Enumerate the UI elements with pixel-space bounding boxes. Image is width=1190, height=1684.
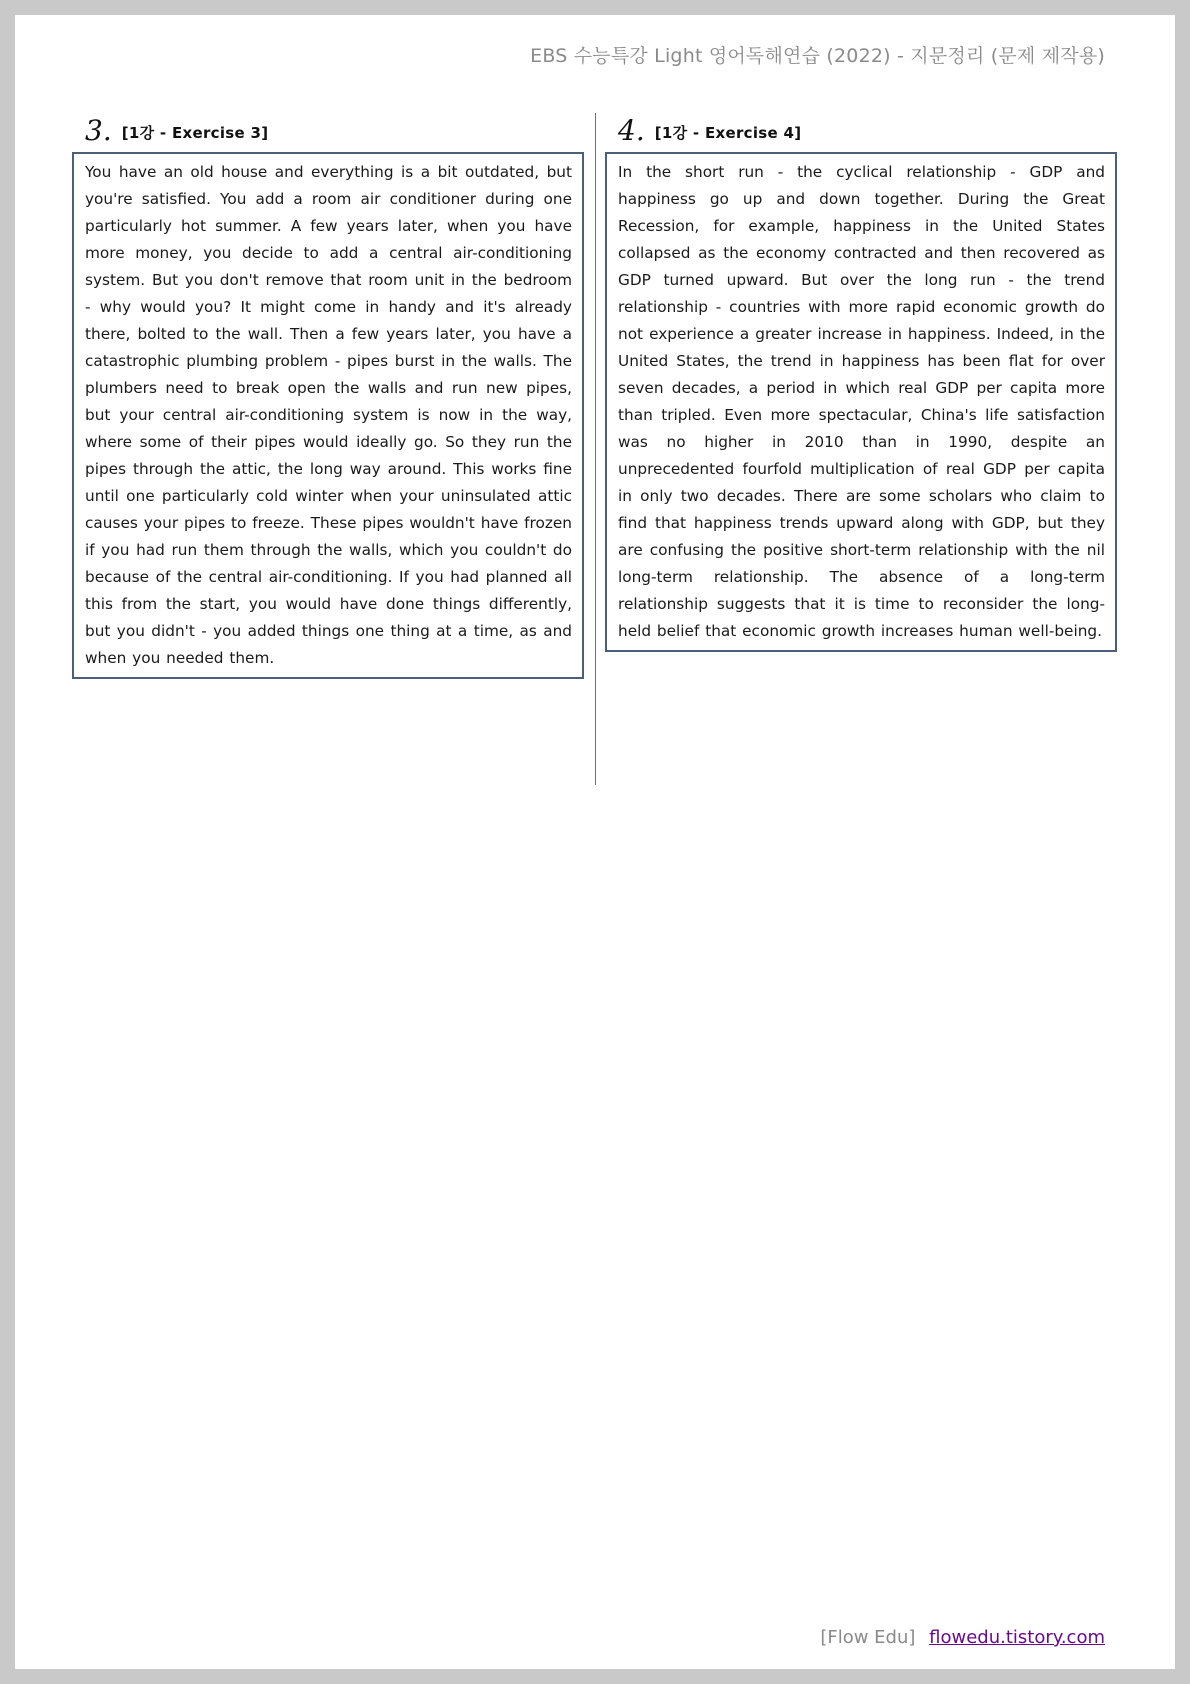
question-heading [605,110,1117,148]
question-4 [605,110,1117,652]
document-page [15,15,1175,1669]
footer-link[interactable]: flowedu.tistory.com [929,1627,1105,1648]
footer-brand: [Flow Edu] [820,1627,916,1648]
column-divider [595,113,596,785]
question-tag: [1강 - Exercise 3] [121,124,269,142]
passage-box: You have an old house and everything is a bit outdated, but you're satisfied. You add a room air conditioner during one particularly hot summer. A few years later, when you have more money, you decide to add a central air-conditioning system. But you don't remove that room unit in the bedroom - why would you? It might come in handy and it's already there, bolted to the wall. Then a few years later, you have a catastrophic plumbing problem - pipes burst in the walls. The plumbers need to break open the walls and run new pipes, but your central air-conditioning system is now in the way, where some of their pipes would ideally go. So they run the pipes through the attic, the long way around. This works fine until one particularly cold winter when your uninsulated attic causes your pipes to freeze. These pipes wouldn't have frozen if you had run them through the walls, which you couldn't do because of the central air-conditioning. If you had planned all this from the start, you would have done things differently, but you didn't - you added things one thing at a time, as and when you needed them. [72,152,584,679]
question-heading [72,110,584,148]
question-tag: [1강 - Exercise 4] [654,124,802,142]
question-3 [72,110,584,679]
question-number: 4. [618,114,645,147]
page-header: EBS 수능특강 Light 영어독해연습 (2022) - 지문정리 (문제 제작용) [530,45,1105,67]
question-number: 3. [85,114,112,147]
passage-box: In the short run - the cyclical relationship - GDP and happiness go up and down together. During the Great Recession, for example, happiness in the United States collapsed as the economy contracted and then recovered as GDP turned upward. But over the long run - the trend relationship - countries with more rapid economic growth do not experience a greater increase in happiness. Indeed, in the United States, the trend in happiness has been flat for over seven decades, a period in which real GDP per capita more than tripled. Even more spectacular, China's life satisfaction was no higher in 2010 than in 1990, despite an unprecedented fourfold multiplication of real GDP per capita in only two decades. There are some scholars who claim to find that happiness trends upward along with GDP, but they are confusing the positive short-term relationship with the nil long-term relationship. The absence of a long-term relationship suggests that it is time to reconsider the long-held belief that economic growth increases human well-being. [605,152,1117,652]
page-footer [820,1627,1105,1648]
